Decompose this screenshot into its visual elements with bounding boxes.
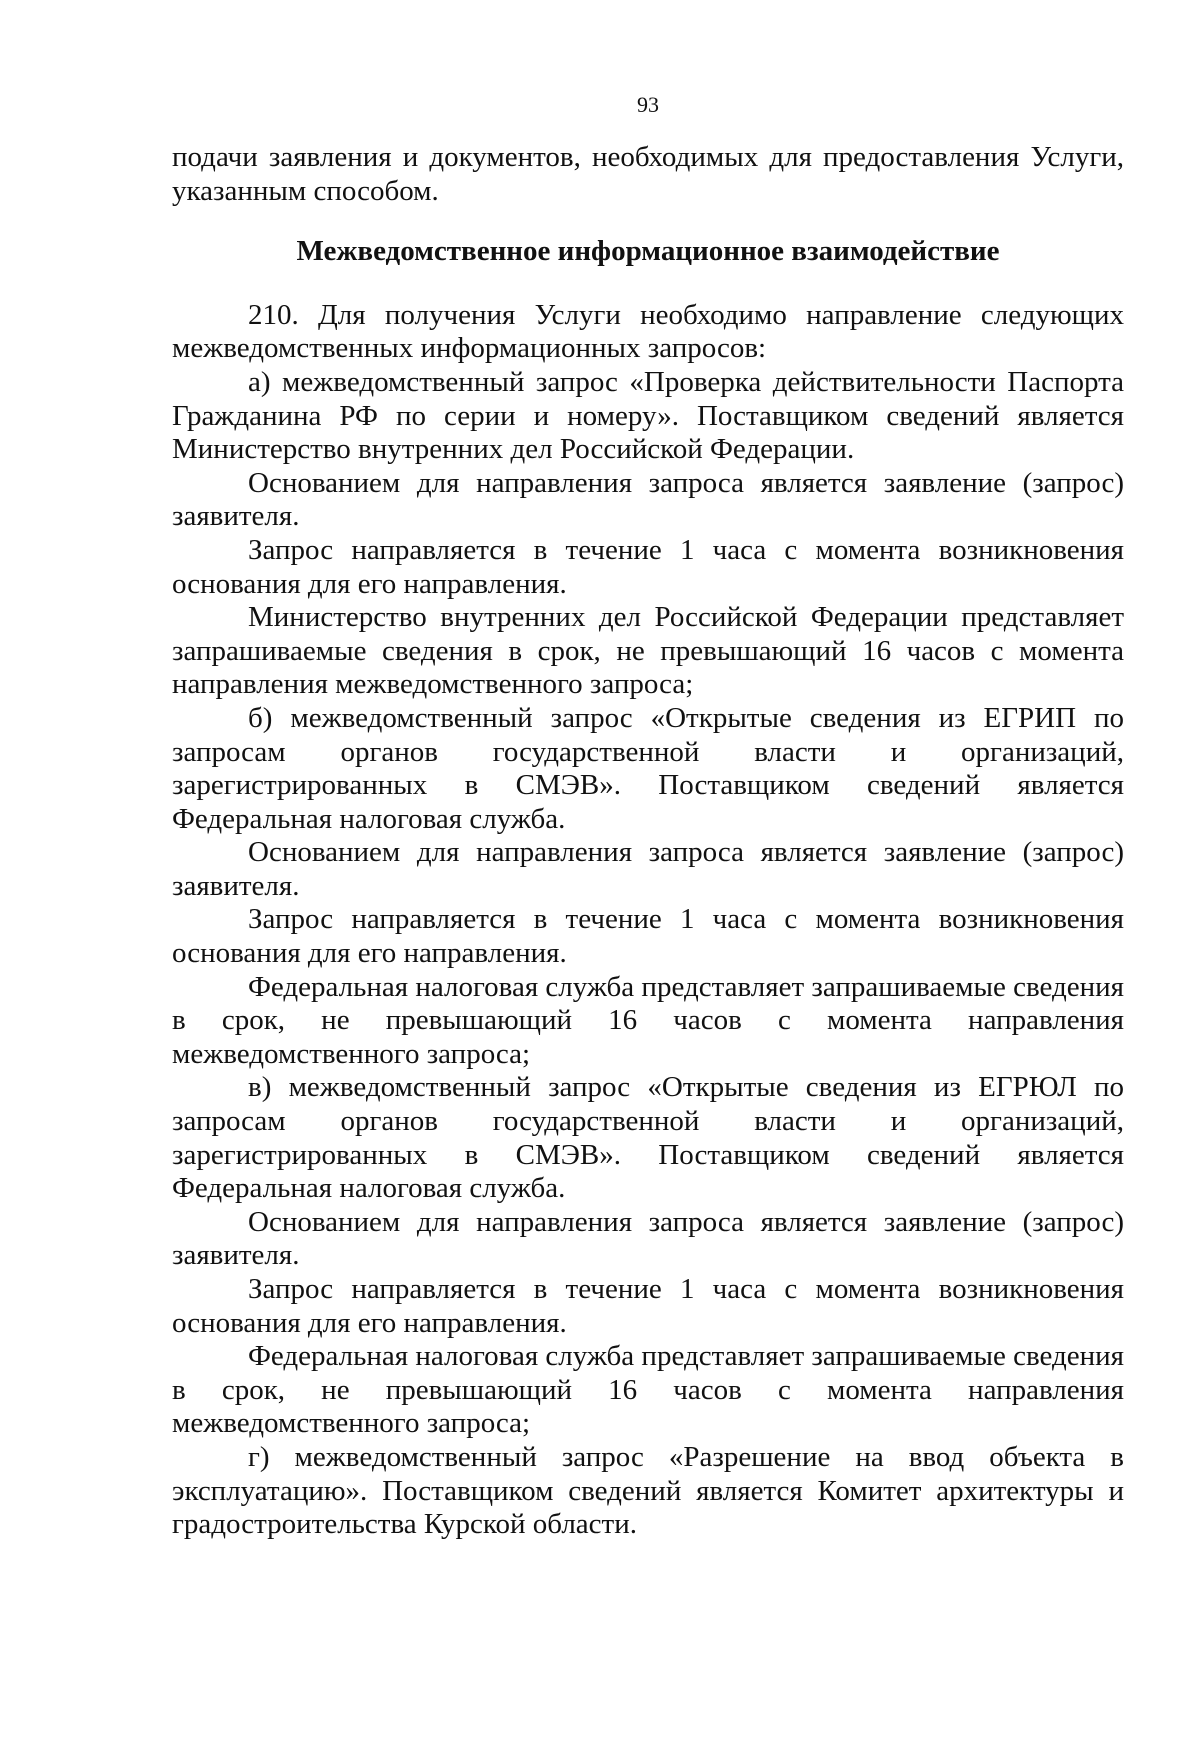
item-v: в) межведомственный запрос «Открытые сведения из ЕГРЮЛ по запросам органов государственной власти и организаций, зарегистрированных в СМЭВ». Поставщиком сведений является Федеральная налоговая служба. [172, 1071, 1124, 1205]
item-v-timing: Запрос направляется в течение 1 часа с момента возникновения основания для его направления. [172, 1273, 1124, 1339]
page-number: 93 [637, 92, 659, 117]
document-body [172, 141, 1124, 1542]
item-b-timing: Запрос направляется в течение 1 часа с момента возникновения основания для его направления. [172, 903, 1124, 970]
item-a: а) межведомственный запрос «Проверка действительности Паспорта Гражданина РФ по серии и номеру». Поставщиком сведений является Министерство внутренних дел Российской Федерации. [172, 365, 1124, 466]
item-b: б) межведомственный запрос «Открытые сведения из ЕГРИП по запросам органов государственной власти и организаций, зарегистрированных в СМЭВ». Поставщиком сведений является Федеральная налоговая служба. [172, 701, 1124, 835]
item-g: г) межведомственный запрос «Разрешение на ввод объекта в эксплуатацию». Поставщиком сведений является Комитет архитектуры и градостроительства Курской области. [172, 1440, 1124, 1541]
section-heading: Межведомственное информационное взаимодействие [296, 235, 1000, 268]
item-a-response: Министерство внутренних дел Российской Федерации представляет запрашиваемые сведения в срок, не превышающий 16 часов с момента направления межведомственного запроса; [172, 601, 1124, 701]
item-v-basis: Основанием для направления запроса является заявление (запрос) заявителя. [172, 1205, 1124, 1272]
item-b-response: Федеральная налоговая служба представляет запрашиваемые сведения в срок, не превышающий 16 часов с момента направления межведомственного запроса; [172, 970, 1124, 1070]
item-v-response: Федеральная налоговая служба представляет запрашиваемые сведения в срок, не превышающий 16 часов с момента направления межведомственного запроса; [172, 1340, 1124, 1440]
item-b-basis: Основанием для направления запроса является заявление (запрос) заявителя. [172, 836, 1124, 902]
continuation-paragraph: подачи заявления и документов, необходимых для предоставления Услуги, указанным способом. [172, 141, 1124, 207]
item-a-basis: Основанием для направления запроса является заявление (запрос) заявителя. [172, 466, 1124, 533]
paragraph-210: 210. Для получения Услуги необходимо направление следующих межведомственных информационных запросов: [172, 298, 1124, 365]
item-a-timing: Запрос направляется в течение 1 часа с момента возникновения основания для его направления. [172, 533, 1124, 600]
